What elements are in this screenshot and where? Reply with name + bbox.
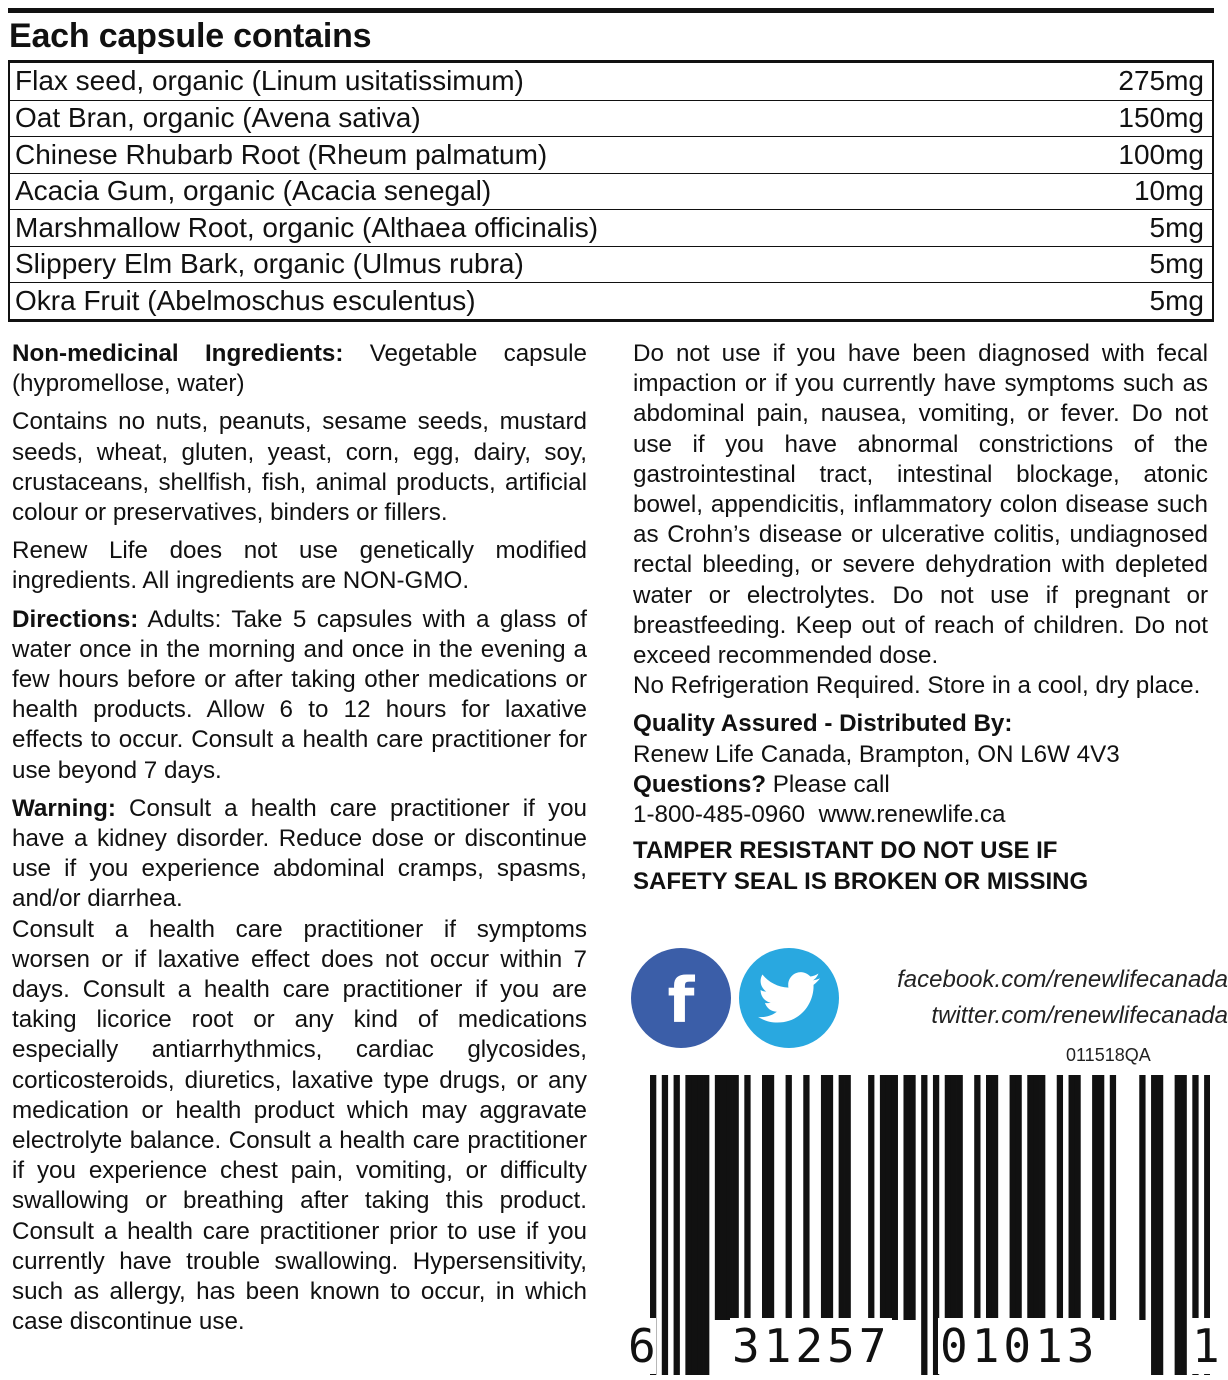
left-column <box>12 339 587 1346</box>
heading: Each capsule contains <box>9 17 372 55</box>
barcode-bar <box>762 1075 768 1320</box>
barcode-bar <box>1157 1075 1163 1375</box>
social-block <box>631 948 1228 1048</box>
barcode-bar <box>1151 1075 1157 1375</box>
questions-label: Questions? <box>633 770 767 798</box>
barcode-bar <box>992 1075 998 1320</box>
gmo-paragraph: Renew Life does not use genetically modified ingredients. All ingredients are NON-GMO. <box>12 537 587 595</box>
barcode-bar <box>803 1075 809 1320</box>
barcode-bar <box>733 1075 739 1320</box>
barcode-bar <box>892 1075 898 1320</box>
ingredient-amount: 5mg <box>1149 211 1204 243</box>
barcode-bar <box>1074 1075 1080 1320</box>
barcode-bar <box>909 1075 915 1320</box>
barcode-bar <box>886 1075 892 1320</box>
barcode-bar <box>1098 1075 1104 1320</box>
barcode-bar <box>727 1075 733 1320</box>
directions-text: Adults: Take 5 capsules with a glass of water once in the morning and once in the evening a few hours before or after taking other medications or health products. Allow 6 to 12 hours for laxative effects to occur. Consult a health care practitioner for use beyond 7 days. <box>12 605 587 784</box>
barcode-bar <box>1039 1075 1045 1320</box>
barcode-bar <box>957 1075 963 1320</box>
ingredient-name: Acacia Gum, organic (Acacia senegal) <box>15 175 492 207</box>
barcode-bar <box>1092 1075 1098 1320</box>
barcode-first-digit: 6 <box>628 1319 656 1373</box>
twitter-link[interactable]: twitter.com/renewlifecanada <box>931 1002 1228 1029</box>
twitter-icon[interactable] <box>739 948 839 1048</box>
barcode-bar <box>903 1075 909 1320</box>
ingredient-amount: 5mg <box>1149 284 1204 316</box>
barcode-bar <box>744 1075 750 1320</box>
barcode-bar <box>1015 1075 1021 1320</box>
barcode-bar <box>1139 1075 1145 1320</box>
questions-text: Please call <box>766 770 890 798</box>
contraindications-paragraph: Do not use if you have been diagnosed with fecal impaction or if you currently have symptoms such as abdominal pain, nausea, vomiting, or fever. Do not use if you have abnormal constrictions of the gastrointestinal tract, intestinal blockage, atonic bowel, appendicitis, inflammatory colon disease such as Crohn’s disease or ulcerative colitis, undiagnosed rectal bleeding, or severe dehydration with depleted water or electrolytes. Do not use if pregnant or breastfeeding. Keep out of reach of children. Do not exceed recommended dose. <box>633 340 1208 670</box>
directions-label: Directions: <box>12 605 139 633</box>
barcode-bar <box>880 1075 886 1320</box>
barcode-bar <box>662 1075 668 1375</box>
ingredients-table <box>8 60 1214 322</box>
ingredient-row <box>8 173 1214 210</box>
barcode-bar <box>703 1075 709 1375</box>
ingredient-name: Flax seed, organic (Linum usitatissimum) <box>15 65 524 97</box>
barcode-bar <box>721 1075 727 1320</box>
non-medicinal-label: Non-medicinal Ingredients: <box>12 340 344 367</box>
warning-paragraph <box>12 794 587 915</box>
ingredient-row <box>8 209 1214 246</box>
barcode-bar <box>1110 1075 1116 1320</box>
barcode-bar <box>1175 1075 1181 1375</box>
ingredient-row <box>8 246 1214 283</box>
ingredient-amount: 150mg <box>1118 102 1204 134</box>
ingredient-amount: 5mg <box>1149 248 1204 280</box>
barcode-right-digits: 01013 <box>940 1319 1099 1373</box>
facebook-link[interactable]: facebook.com/renewlifecanada <box>897 966 1228 993</box>
barcode-bar <box>1033 1075 1039 1320</box>
barcode-bar <box>827 1075 833 1320</box>
barcode-left-digits: 31257 <box>732 1319 891 1373</box>
barcode-bar <box>1069 1075 1075 1320</box>
twitter-bird-icon <box>758 972 820 1024</box>
storage-paragraph: No Refrigeration Required. Store in a cool, dry place. <box>633 672 1201 700</box>
barcode-bar <box>691 1075 697 1375</box>
top-rule <box>8 8 1214 13</box>
barcode-bar <box>715 1075 721 1320</box>
barcode-bar <box>1057 1075 1063 1320</box>
barcode-bar <box>986 1075 992 1320</box>
barcode-bar <box>786 1075 792 1320</box>
distributed-label: Quality Assured - Distributed By: <box>633 710 1013 738</box>
distributor-address: Renew Life Canada, Brampton, ON L6W 4V3 <box>633 740 1120 768</box>
ingredient-amount: 275mg <box>1118 65 1204 97</box>
barcode-bar <box>821 1075 827 1320</box>
barcode-bar <box>768 1075 774 1320</box>
warning-more-paragraph: Consult a health care practitioner if symptoms worsen or if laxative effect does not occur within 7 days. Consult a health care practitioner if you are taking licorice root or any kind of medications especially antiarrhythmics, cardiac glycosides, corticosteroids, diuretics, laxative type drugs, or any medication or health product which may aggravate electrolyte balance. Consult a health care practitioner if you experience chest pain, vomiting, or difficulty swallowing or breathing after taking this product. Consult a health care practitioner prior to use if you currently have trouble swallowing. Hypersensitivity, such as allergy, has been known to occur, in which case discontinue use. <box>12 915 587 1336</box>
barcode-bar <box>697 1075 703 1375</box>
barcode-bar <box>868 1075 874 1320</box>
social-links <box>897 962 1228 1034</box>
ingredient-row <box>8 282 1214 319</box>
ingredient-row <box>8 136 1214 173</box>
ingredient-row <box>8 63 1214 100</box>
ingredient-name: Chinese Rhubarb Root (Rheum palmatum) <box>15 138 548 170</box>
facebook-icon[interactable]: f <box>631 948 731 1048</box>
ingredient-name: Slippery Elm Bark, organic (Ulmus rubra) <box>15 248 524 280</box>
non-medicinal-text: Vegetable capsule (hypromellose, water) <box>12 340 588 398</box>
non-medicinal-paragraph <box>12 339 587 399</box>
barcode-bar <box>1181 1075 1187 1375</box>
barcode-bar <box>839 1075 845 1320</box>
ingredient-name: Oat Bran, organic (Avena sativa) <box>15 102 421 134</box>
tamper-line-2: SAFETY SEAL IS BROKEN OR MISSING <box>633 867 1089 895</box>
tamper-line-1: TAMPER RESISTANT DO NOT USE IF <box>633 837 1058 865</box>
ingredient-amount: 10mg <box>1133 175 1204 207</box>
right-column <box>633 339 1208 897</box>
phone-web-line: 1-800-485-0960 www.renewlife.ca <box>633 801 1006 829</box>
lot-code: 011518QA <box>1066 1045 1151 1065</box>
warning-label: Warning: <box>12 794 116 822</box>
barcode-bar <box>921 1075 927 1375</box>
barcode-bar <box>845 1075 851 1320</box>
barcode-check-digit: 1 <box>1192 1319 1220 1373</box>
barcode-bar <box>974 1075 980 1320</box>
barcode-bar <box>674 1075 680 1375</box>
ingredient-name: Okra Fruit (Abelmoschus esculentus) <box>15 284 476 316</box>
warning-text: Consult a health care practitioner if you have a kidney disorder. Reduce dose or discontinue use if you experience abdominal cramps, spasms, and/or diarrhea. <box>12 794 587 913</box>
barcode-bar <box>951 1075 957 1320</box>
barcode-bar <box>685 1075 691 1375</box>
ingredient-row <box>8 100 1214 137</box>
directions-paragraph <box>12 605 587 786</box>
questions-line <box>633 770 1208 800</box>
allergens-paragraph: Contains no nuts, peanuts, sesame seeds, mustard seeds, wheat, gluten, yeast, corn, egg, dairy, soy, crustaceans, shellfish, fish, animal products, artificial colour or preservatives, binders or fillers. <box>12 408 587 527</box>
barcode-bar <box>1027 1075 1033 1320</box>
ingredient-amount: 100mg <box>1118 138 1204 170</box>
ingredient-name: Marshmallow Root, organic (Althaea officinalis) <box>15 211 599 243</box>
barcode-bar <box>1010 1075 1016 1320</box>
barcode-bar <box>945 1075 951 1320</box>
